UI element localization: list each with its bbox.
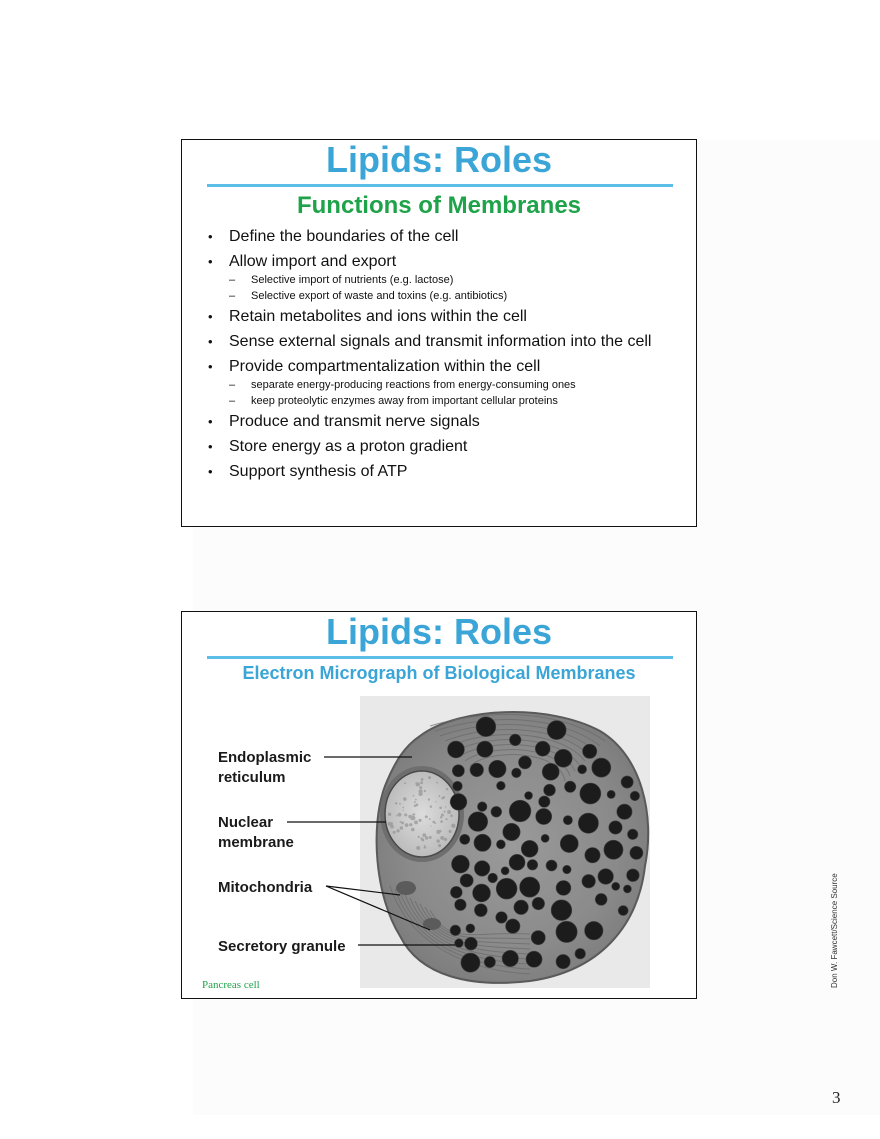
secretory-granule — [451, 855, 469, 873]
bullet-text: Support synthesis of ATP — [229, 463, 408, 480]
chromatin-speck — [420, 837, 423, 840]
secretory-granule — [547, 721, 566, 740]
secretory-granule — [503, 823, 520, 840]
chromatin-speck — [396, 829, 399, 832]
secretory-granule — [491, 806, 502, 817]
chromatin-speck — [398, 813, 402, 817]
chromatin-speck — [414, 820, 418, 824]
secretory-granule — [542, 763, 559, 780]
chromatin-speck — [436, 782, 438, 784]
chromatin-speck — [422, 833, 426, 837]
secretory-granule — [604, 840, 623, 859]
secretory-granule — [618, 906, 628, 916]
chromatin-speck — [411, 816, 415, 820]
secretory-granule — [450, 925, 461, 936]
chromatin-speck — [439, 807, 442, 810]
secretory-granule — [551, 900, 572, 921]
bullet-item — [206, 332, 696, 351]
bullet-list — [206, 227, 696, 487]
chromatin-speck — [450, 814, 453, 817]
secretory-granule — [532, 897, 544, 909]
image-caption: Pancreas cell — [202, 979, 260, 991]
secretory-granule — [502, 950, 518, 966]
bullet-dot-icon: • — [208, 254, 213, 269]
chromatin-speck — [444, 838, 447, 841]
secretory-granule — [497, 781, 506, 790]
secretory-granule — [609, 821, 622, 834]
secretory-granule — [535, 741, 550, 756]
sub-bullet-text: Selective import of nutrients (e.g. lactose) — [251, 274, 454, 286]
secretory-granule — [598, 869, 614, 885]
secretory-granule — [512, 768, 522, 778]
slide-title: Lipids: Roles — [325, 139, 553, 180]
secretory-granule — [595, 893, 607, 905]
bullet-item — [206, 412, 696, 431]
secretory-granule — [477, 802, 487, 812]
secretory-granule — [623, 885, 631, 893]
bullet-item — [206, 357, 696, 376]
chromatin-speck — [404, 813, 407, 816]
chromatin-speck — [388, 813, 391, 816]
secretory-granule — [476, 717, 496, 737]
bullet-dot-icon: • — [208, 309, 213, 324]
dash-icon: – — [229, 274, 236, 286]
bullet-text: Define the boundaries of the cell — [229, 228, 459, 245]
slide-subtitle: Electron Micrograph of Biological Membranes — [242, 663, 636, 683]
chromatin-speck — [429, 836, 432, 839]
label-nuclear-membrane — [218, 813, 294, 853]
sub-bullet-text: Selective export of waste and toxins (e.g. antibiotics) — [251, 290, 508, 302]
chromatin-speck — [412, 814, 414, 816]
mitochondrion — [423, 918, 441, 930]
chromatin-speck — [446, 788, 448, 790]
label-line: reticulum — [218, 769, 286, 786]
secretory-granule — [506, 919, 520, 933]
secretory-granule — [556, 921, 577, 942]
sub-bullet-item — [206, 288, 696, 304]
secretory-granule — [496, 840, 505, 849]
secretory-granule — [496, 912, 508, 924]
secretory-granule — [455, 939, 464, 948]
chromatin-speck — [416, 782, 420, 786]
dash-icon: – — [229, 379, 236, 391]
secretory-granule — [539, 796, 550, 807]
secretory-granule — [453, 781, 463, 791]
chromatin-speck — [430, 805, 432, 807]
secretory-granule — [501, 867, 509, 875]
chromatin-speck — [428, 798, 430, 800]
sub-bullet-text: keep proteolytic enzymes away from important cellular proteins — [251, 395, 558, 407]
chromatin-speck — [403, 810, 404, 811]
slide-functions-of-membranes — [181, 139, 697, 527]
chromatin-speck — [400, 826, 403, 829]
secretory-granule — [630, 846, 643, 859]
secretory-granule — [509, 734, 521, 746]
label-line: membrane — [218, 834, 294, 851]
secretory-granule — [627, 829, 637, 839]
secretory-granule — [554, 749, 572, 767]
chromatin-speck — [443, 796, 445, 798]
chromatin-speck — [418, 836, 420, 838]
secretory-granule — [592, 758, 611, 777]
chromatin-speck — [413, 795, 415, 797]
sub-bullet-list — [206, 377, 696, 409]
slide-title: Lipids: Roles — [325, 611, 553, 652]
bullet-dot-icon: • — [208, 414, 213, 429]
bullet-item — [206, 437, 696, 456]
secretory-granule — [461, 953, 480, 972]
secretory-granule — [468, 812, 488, 832]
secretory-granule — [474, 834, 491, 851]
chromatin-speck — [425, 815, 428, 818]
chromatin-speck — [396, 815, 398, 817]
chromatin-speck — [445, 806, 446, 807]
chromatin-speck — [404, 782, 406, 784]
chromatin-speck — [415, 799, 417, 801]
chromatin-speck — [450, 831, 452, 833]
label-line: Nuclear — [218, 814, 274, 831]
chromatin-speck — [441, 813, 444, 816]
dash-icon: – — [229, 395, 236, 407]
secretory-granule — [536, 808, 552, 824]
bullet-dot-icon: • — [208, 359, 213, 374]
secretory-granule — [520, 877, 540, 897]
secretory-granule — [460, 874, 473, 887]
chromatin-speck — [402, 807, 404, 809]
chromatin-speck — [428, 776, 431, 779]
chromatin-speck — [416, 846, 420, 850]
mitochondrion — [396, 881, 416, 895]
secretory-granule — [563, 865, 572, 874]
chromatin-speck — [411, 828, 415, 832]
chromatin-speck — [445, 818, 447, 820]
chromatin-speck — [420, 781, 423, 784]
chromatin-speck — [403, 797, 407, 801]
secretory-granule — [563, 816, 572, 825]
secretory-granule — [474, 904, 487, 917]
secretory-granule — [489, 760, 506, 777]
secretory-granule — [560, 835, 578, 853]
chromatin-speck — [435, 801, 436, 802]
slide-electron-micrograph — [181, 611, 839, 999]
bullet-text: Allow import and export — [229, 253, 397, 270]
secretory-granule — [565, 781, 576, 792]
bullet-item — [206, 227, 696, 246]
secretory-granule — [496, 878, 517, 899]
bullet-item — [206, 252, 696, 271]
secretory-granule — [488, 873, 498, 883]
secretory-granule — [585, 847, 600, 862]
secretory-granule — [484, 956, 495, 967]
title-underline — [207, 656, 673, 659]
bullet-text: Provide compartmentalization within the cell — [229, 358, 541, 375]
secretory-granule — [525, 792, 533, 800]
sub-bullet-list — [206, 272, 696, 304]
chromatin-speck — [419, 786, 422, 789]
bullet-text: Retain metabolites and ions within the cell — [229, 308, 527, 325]
chromatin-speck — [438, 795, 440, 797]
bullet-item — [206, 307, 696, 326]
chromatin-speck — [419, 819, 420, 820]
chromatin-speck — [393, 831, 396, 834]
sub-bullet-item — [206, 377, 696, 393]
secretory-granule — [509, 854, 525, 870]
bullet-dot-icon: • — [208, 229, 213, 244]
secretory-granule — [455, 899, 467, 911]
secretory-granule — [617, 804, 632, 819]
chromatin-speck — [390, 825, 394, 829]
secretory-granule — [583, 744, 597, 758]
chromatin-speck — [401, 821, 404, 824]
secretory-granule — [473, 884, 491, 902]
pancreas-cell-micrograph — [360, 696, 650, 988]
chromatin-speck — [449, 811, 451, 813]
chromatin-speck — [424, 790, 426, 792]
chromatin-speck — [440, 816, 442, 818]
secretory-granule — [556, 880, 571, 895]
secretory-granule — [452, 765, 464, 777]
page-number: 3 — [832, 1088, 841, 1107]
secretory-granule — [612, 882, 620, 890]
micrograph-image — [360, 696, 839, 988]
label-secretory-granule: Secretory granule — [218, 938, 346, 955]
secretory-granule — [607, 790, 615, 798]
bullet-text: Store energy as a proton gradient — [229, 438, 468, 455]
chromatin-speck — [444, 811, 446, 813]
secretory-granule — [621, 776, 633, 788]
secretory-granule — [527, 860, 538, 871]
sub-bullet-text: separate energy-producing reactions from energy-consuming ones — [251, 379, 576, 391]
secretory-granule — [546, 860, 557, 871]
secretory-granule — [544, 784, 556, 796]
secretory-granule — [531, 931, 545, 945]
sub-bullet-item — [206, 272, 696, 288]
secretory-granule — [585, 921, 603, 939]
chromatin-speck — [435, 822, 437, 824]
chromatin-speck — [421, 778, 424, 781]
secretory-granule — [450, 886, 462, 898]
chromatin-speck — [424, 846, 426, 848]
secretory-granule — [521, 840, 538, 857]
secretory-granule — [466, 924, 475, 933]
bullet-text: Produce and transmit nerve signals — [229, 413, 480, 430]
secretory-granule — [465, 937, 478, 950]
bullet-dot-icon: • — [208, 334, 213, 349]
secretory-granule — [470, 763, 484, 777]
secretory-granule — [518, 756, 531, 769]
label-mitochondria: Mitochondria — [218, 879, 313, 896]
secretory-granule — [556, 954, 570, 968]
chromatin-speck — [414, 805, 416, 807]
secretory-granule — [575, 948, 586, 959]
secretory-granule — [578, 765, 587, 774]
chromatin-speck — [429, 818, 431, 820]
chromatin-speck — [405, 823, 409, 827]
secretory-granule — [630, 791, 640, 801]
secretory-granule — [541, 834, 549, 842]
chromatin-speck — [419, 789, 423, 793]
secretory-granule — [526, 951, 542, 967]
bullet-item — [206, 462, 696, 481]
secretory-granule — [514, 900, 529, 915]
secretory-granule — [450, 794, 467, 811]
chromatin-speck — [425, 837, 426, 838]
slide-subtitle: Functions of Membranes — [296, 192, 582, 219]
dash-icon: – — [229, 290, 236, 302]
chromatin-speck — [451, 824, 455, 828]
chromatin-speck — [414, 801, 416, 803]
title-underline — [207, 184, 673, 187]
chromatin-speck — [436, 839, 439, 842]
chromatin-speck — [438, 844, 441, 847]
bullet-dot-icon: • — [208, 439, 213, 454]
label-line: Endoplasmic — [218, 749, 312, 766]
chromatin-speck — [440, 836, 444, 840]
chromatin-speck — [409, 823, 412, 826]
chromatin-speck — [395, 802, 397, 804]
secretory-granule — [578, 813, 598, 833]
label-endoplasmic-reticulum — [218, 748, 311, 788]
chromatin-speck — [440, 820, 443, 823]
secretory-granule — [582, 874, 596, 888]
secretory-granule — [447, 741, 464, 758]
secretory-granule — [580, 783, 601, 804]
secretory-granule — [477, 741, 493, 757]
chromatin-speck — [399, 803, 401, 805]
chromatin-speck — [439, 830, 442, 833]
sub-bullet-item — [206, 393, 696, 409]
secretory-granule — [509, 800, 531, 822]
chromatin-speck — [430, 825, 431, 826]
bullet-dot-icon: • — [208, 464, 213, 479]
bullet-text: Sense external signals and transmit information into the cell — [229, 333, 652, 350]
image-credit: Don W. Fawcett/Science Source — [830, 873, 839, 988]
secretory-granule — [460, 834, 470, 844]
secretory-granule — [474, 861, 490, 877]
secretory-granule — [627, 869, 640, 882]
